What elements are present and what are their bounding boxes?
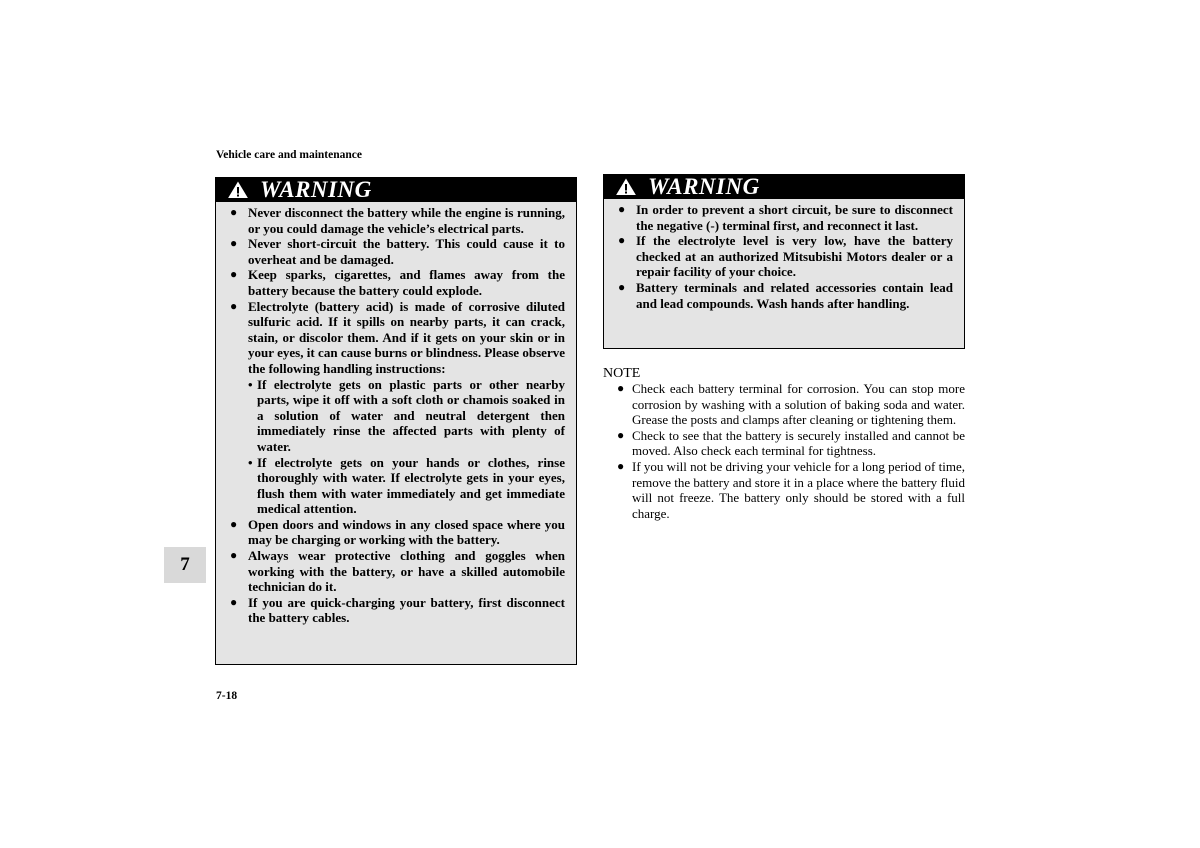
warning-item-text: Never short-circuit the battery. This could cause it to overheat and be damaged. — [248, 236, 565, 267]
note-item — [617, 428, 965, 459]
note-label: NOTE — [603, 366, 641, 381]
warning-item — [230, 595, 565, 626]
warning-item — [618, 202, 953, 233]
warning-subitem-text: If electrolyte gets on your hands or clothes, rinse thoroughly with water. If electrolyte gets in your eyes, flush them with water immediately and get immediate medical attention. — [257, 454, 565, 517]
warning-list — [216, 202, 576, 626]
bullet-icon: ● — [230, 205, 238, 219]
bullet-icon: ● — [230, 236, 238, 251]
warning-item-text: If the electrolyte level is very low, have the battery checked at an authorized Mitsubishi Motors dealer or a repair facility of your choice. — [636, 233, 953, 280]
bullet-icon: ● — [618, 233, 626, 248]
chapter-tab: 7 — [164, 547, 206, 583]
warning-item — [230, 236, 565, 267]
warning-item-text: Electrolyte (battery acid) is made of corrosive diluted sulfuric acid. If it spills on nearby parts, it can crack, stain, or discolor them. And if it gets on your skin or in your eyes, it can cause burns or blindness. Please observe the following handling instructions: — [248, 298, 565, 376]
sub-bullet-icon: • — [248, 454, 253, 470]
left-warning-box — [215, 177, 577, 665]
warning-item-text: Keep sparks, cigarettes, and flames away from the battery because the battery could explode. — [248, 267, 565, 298]
note-section — [603, 366, 965, 521]
warning-item — [230, 548, 565, 595]
warning-title-bar — [604, 175, 964, 199]
warning-item-text: Battery terminals and related accessories contain lead and lead compounds. Wash hands after handling. — [636, 279, 953, 311]
warning-item-text: If you are quick-charging your battery, first disconnect the battery cables. — [248, 594, 565, 626]
warning-item — [618, 233, 953, 280]
warning-subitem-text: If electrolyte gets on plastic parts or other nearby parts, wipe it off with a soft cloth or chamois soaked in a solution of water and neutral detergent then immediately rinse the affected parts with plenty of water. — [257, 376, 565, 454]
warning-item-text: Always wear protective clothing and goggles when working with the battery, or have a skilled automobile technician do it. — [248, 548, 565, 595]
warning-list — [604, 199, 964, 311]
bullet-icon: ● — [230, 267, 238, 282]
note-item — [617, 381, 965, 428]
warning-item — [230, 299, 565, 377]
note-item-text: If you will not be driving your vehicle for a long period of time, remove the battery and store it in a place where the battery fluid will not freeze. The battery only should be stored with a full charge. — [632, 458, 965, 521]
warning-item-text: In order to prevent a short circuit, be sure to disconnect the negative (-) terminal first, and reconnect it last. — [636, 202, 953, 233]
warning-title-bar — [216, 178, 576, 202]
warning-item-text: Never disconnect the battery while the engine is running, or you could damage the vehicle’s electrical parts. — [248, 205, 565, 236]
page-number: 7-18 — [216, 690, 238, 702]
sub-bullet-icon: • — [248, 376, 253, 392]
warning-item — [230, 205, 565, 236]
bullet-icon: ● — [230, 548, 238, 563]
note-item-text: Check to see that the battery is securely installed and cannot be moved. Also check each terminal for tightness. — [632, 427, 965, 459]
section-header: Vehicle care and maintenance — [216, 149, 362, 161]
warning-title: WARNING — [260, 177, 372, 202]
bullet-icon: ● — [618, 279, 626, 294]
bullet-icon: ● — [230, 594, 238, 609]
bullet-icon: ● — [618, 202, 626, 216]
warning-triangle-icon — [228, 181, 248, 199]
right-warning-box — [603, 174, 965, 349]
note-item — [617, 459, 965, 521]
warning-triangle-icon — [616, 178, 636, 196]
warning-subitem — [230, 377, 565, 455]
warning-item-text: Open doors and windows in any closed space where you may be charging or working with the battery. — [248, 516, 565, 548]
bullet-icon: ● — [617, 458, 625, 473]
note-list — [603, 381, 965, 521]
warning-item — [618, 280, 953, 311]
warning-title: WARNING — [648, 174, 760, 199]
warning-item — [230, 517, 565, 548]
bullet-icon: ● — [230, 516, 238, 531]
bullet-icon: ● — [617, 427, 625, 442]
bullet-icon: ● — [230, 298, 238, 313]
warning-item — [230, 267, 565, 298]
warning-subitem — [230, 455, 565, 517]
note-item-text: Check each battery terminal for corrosion. You can stop more corrosion by washing with a solution of baking soda and water. Grease the posts and clamps after cleaning or tightening them. — [632, 381, 965, 428]
bullet-icon: ● — [617, 381, 625, 395]
